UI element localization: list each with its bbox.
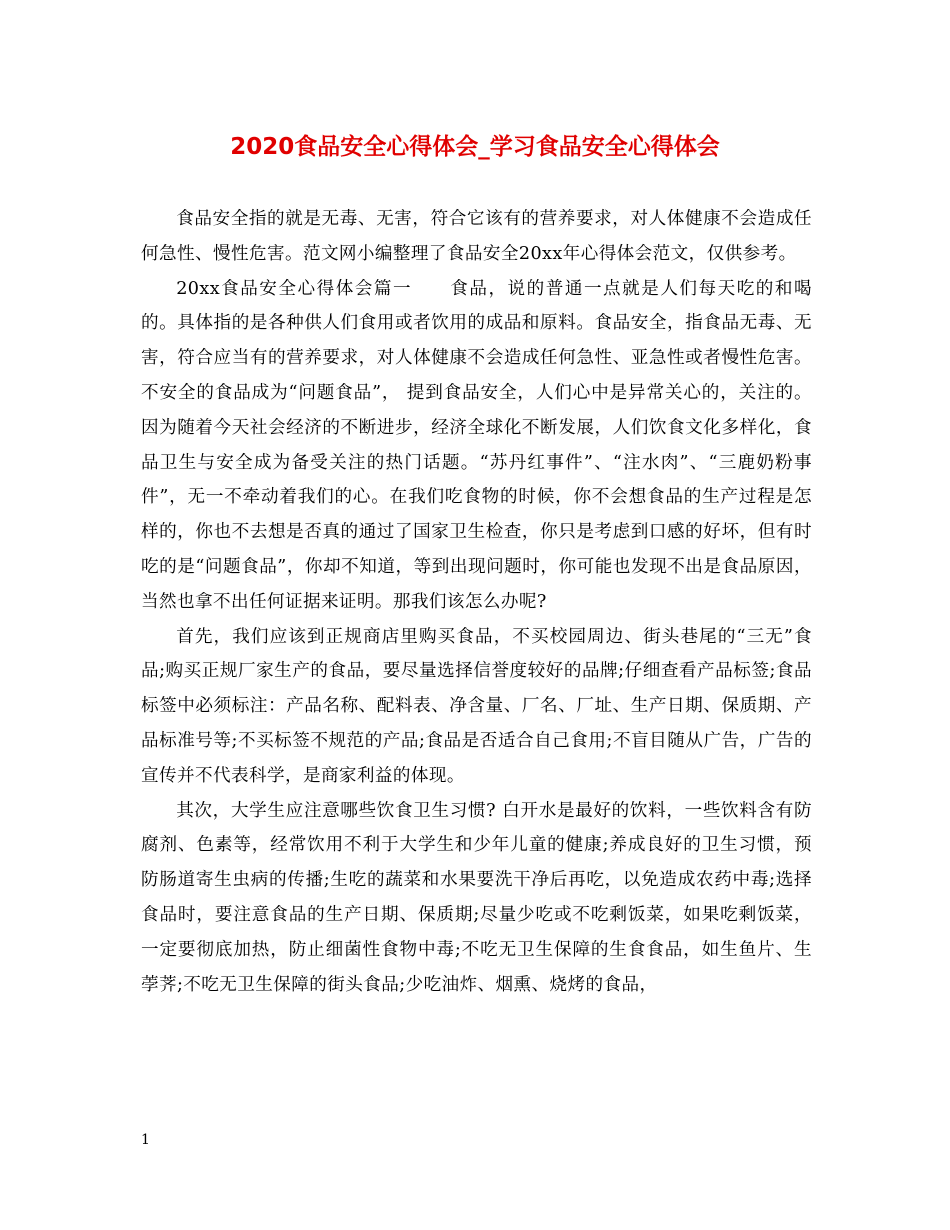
paragraph-section-one: 20xx食品安全心得体会篇一 食品，说的普通一点就是人们每天吃的和喝的。具体指的是各种供人们食用或者饮用的成品和原料。食品安全，指食品无毒、无害，符合应当有的营养要求，对人体健康不会造成任何急性、亚急性或者慢性危害。不安全的食品成为“问题食品”， 提到食品安全，人们心中是异常关心的，关注的。因为随着今天社会经济的不断进步，经济全球化不断发展，人们饮食文化多样化，食品卫生与安全成为备受关注的热门话题。“苏丹红事件”、“注水肉”、“三鹿奶粉事件”，无一不牵动着我们的心。在我们吃食物的时候，你不会想食品的生产过程是怎样的，你也不去想是否真的通过了国家卫生检查，你只是考虑到口感的好坏，但有时吃的是“问题食品”，你却不知道，等到出现问题时，你可能也发现不出是食品原因，当然也拿不出任何证据来证明。那我们该怎么办呢?: [141, 278, 812, 612]
document-title: 2020食品安全心得体会_学习食品安全心得体会: [230, 134, 720, 160]
paragraph-second-advice: 其次，大学生应注意哪些饮食卫生习惯? 白开水是最好的饮料，一些饮料含有防腐剂、色素等，经常饮用不利于大学生和少年儿童的健康;养成良好的卫生习惯，预防肠道寄生虫病的传播;生吃的蔬菜和水果要洗干净后再吃，以免造成农药中毒;选择食品时，要注意食品的生产日期、保质期;尽量少吃或不吃剩饭菜，如果吃剩饭菜，一定要彻底加热，防止细菌性食物中毒;不吃无卫生保障的生食食品，如生鱼片、生荸荠;不吃无卫生保障的街头食品;少吃油炸、烟熏、烧烤的食品，: [141, 800, 812, 995]
document-body: [141, 202, 812, 1002]
page-number: 1: [141, 1132, 150, 1148]
paragraph-first-advice: 首先，我们应该到正规商店里购买食品，不买校园周边、街头巷尾的“三无”食品;购买正规厂家生产的食品，要尽量选择信誉度较好的品牌;仔细查看产品标签;食品标签中必须标注：产品名称、配料表、净含量、厂名、厂址、生产日期、保质期、产品标准号等;不买标签不规范的产品;食品是否适合自己食用;不盲目随从广告，广告的宣传并不代表科学，是商家利益的体现。: [141, 626, 812, 786]
paragraph-intro: 食品安全指的就是无毒、无害，符合它该有的营养要求，对人体健康不会造成任何急性、慢性危害。范文网小编整理了食品安全20xx年心得体会范文，仅供参考。: [141, 209, 812, 264]
